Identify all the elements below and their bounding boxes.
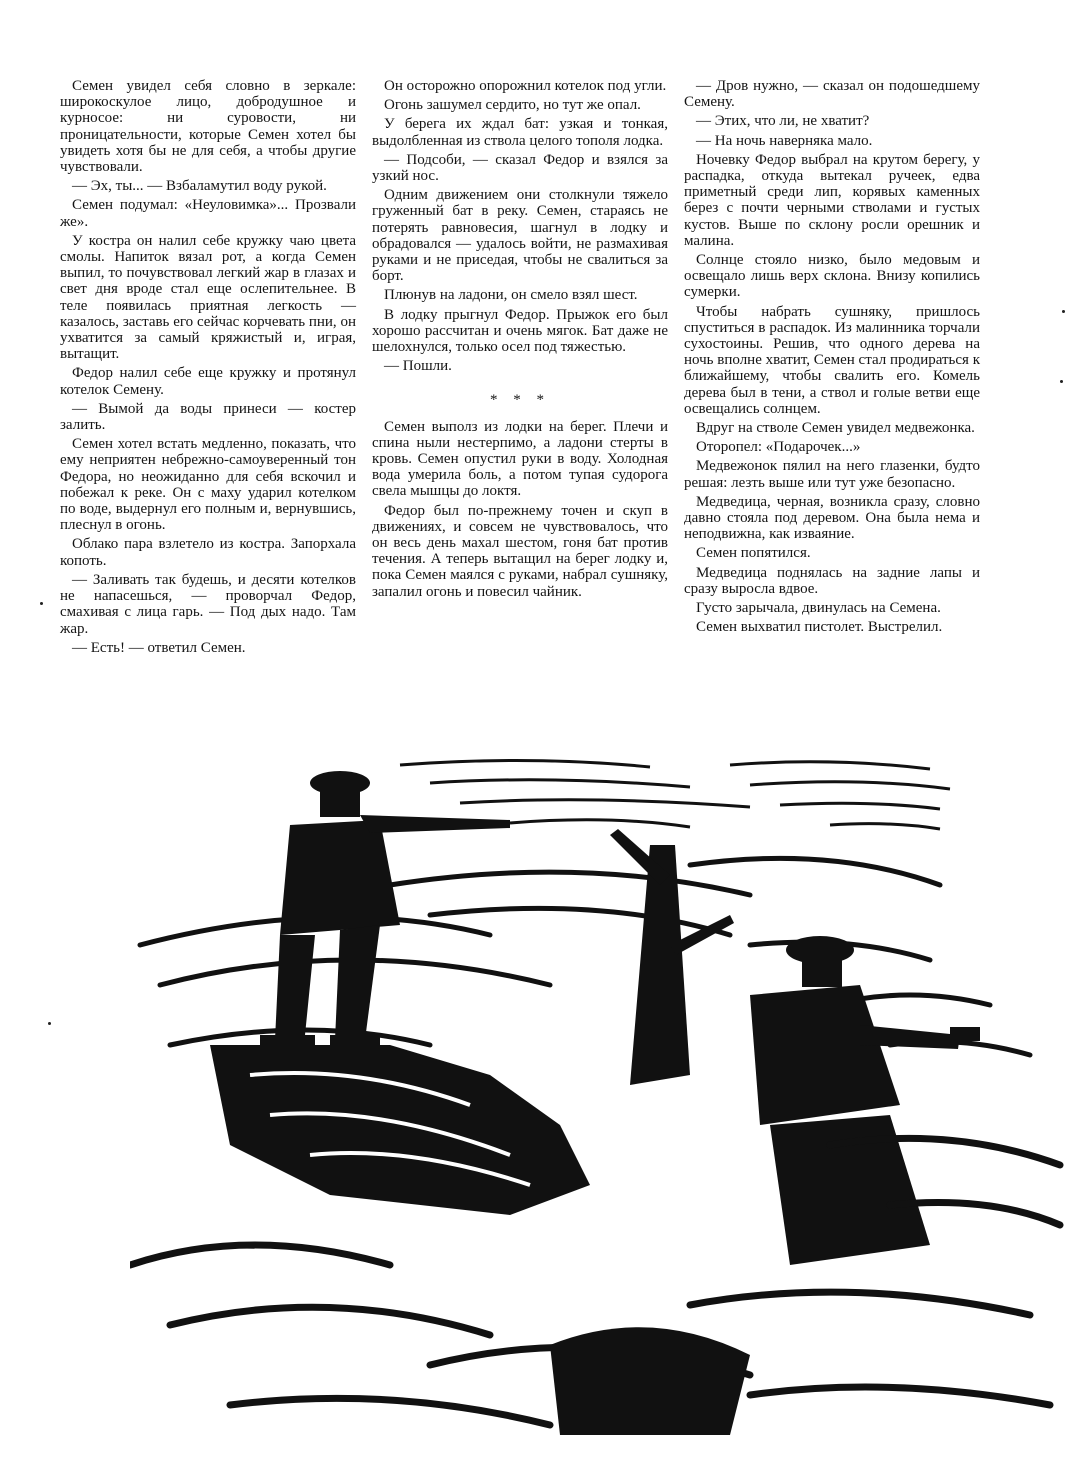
paragraph: Оторопел: «Подарочек...» <box>696 439 861 456</box>
paragraph: — Есть! — ответил Семен. <box>72 639 246 656</box>
paragraph: Плюнув на ладони, он смело взял шест. <box>384 287 638 304</box>
print-speck <box>48 1022 51 1025</box>
paragraph: Огонь зашумел сердито, но тут же опал. <box>384 97 641 114</box>
paragraph: Медведица поднялась на задние лапы и сразу выросла вдвое. <box>684 564 980 597</box>
paragraph: Семен выполз из лодки на берег. Плечи и спина ныли нестерпимо, а ладони стерты в кровь. Семен опустил руки в воду. Холодная вода умерила боль, а потом тупая судорога свела мышцы до локтя. <box>372 418 668 500</box>
paragraph: Солнце стояло низко, было медовым и освещало лишь верх склона. Внизу копились сумерки. <box>684 252 980 301</box>
text-column-3 <box>684 78 980 728</box>
paragraph: Семен попятился. <box>696 545 811 562</box>
article-text <box>60 78 980 728</box>
woodcut-illustration-hunters-icon <box>130 745 1070 1460</box>
paragraph: — Вымой да воды принеси — костер залить. <box>60 400 356 434</box>
paragraph: Семен увидел себя словно в зеркале: широкоскулое лицо, добродушное и курносое: ни суровости, ни проницательности, которые Семен хотел бы увидеть хотя бы не для себя, а чтобы другие чувствовали. <box>60 78 356 176</box>
print-speck <box>1062 310 1065 313</box>
paragraph: Вдруг на стволе Семен увидел медвежонка. <box>696 420 975 437</box>
paragraph: — Пошли. <box>384 358 452 375</box>
woodcut-illustration <box>130 745 1070 1460</box>
section-separator: * * * <box>490 392 550 409</box>
paragraph: Семен подумал: «Неуловимка»... Прозвали же». <box>60 197 356 230</box>
print-speck <box>40 602 43 605</box>
paragraph: Ночевку Федор выбрал на крутом берегу, у распадка, откуда вытекал ручеек, едва приметный среди лип, корявых каменных берез с почти черными стволами и густых кустов. Выше по склону росли орешник и малина. <box>684 151 980 249</box>
paragraph: — Дров нужно, — сказал он подошедшему Семену. <box>684 78 980 111</box>
paragraph: — Заливать так будешь, и десяти котелков не напасешься, — проворчал Федор, смахивая с лица гарь. — Под дых надо. Там жар. <box>60 571 356 637</box>
paragraph: У костра он налил себе кружку чаю цвета смолы. Напиток вязал рот, а когда Семен выпил, то почувствовал легкий жар в глазах и свет дня вроде стал еще ослепительнее. В теле появилась приятная легкость — казалось, заставь его сейчас корчевать пни, он ухватится за самый кряжистый и, играя, вытащит. <box>60 232 356 363</box>
paragraph: Федор налил себе еще кружку и протянул котелок Семену. <box>60 365 356 398</box>
paragraph: Он осторожно опорожнил котелок под угли. <box>384 78 667 94</box>
paragraph: Медведица, черная, возникла сразу, словно давно стояла под деревом. Она была нема и неподвижна, как изваяние. <box>684 493 980 543</box>
paragraph: — Эх, ты... — Взбаламутил воду рукой. <box>72 178 327 195</box>
paragraph: Чтобы набрать сушняку, пришлось спуститься в распадок. Из малинника торчали сухостоины. Решив, что одного дерева на ночь вполне хватит, Семен стал продираться к ближайшему, чтобы свалить его. Комель дерева был в тени, а ствол и голые ветви еще освещались солнцем. <box>684 303 980 417</box>
print-speck <box>1060 380 1063 383</box>
paragraph: Федор был по-прежнему точен и скуп в движениях, и совсем не чувствовалось, что он весь день махал шестом, гоня бат против течения. А теперь вытащил на берег лодку и, пока Семен маялся с руками, набрал сушняку, запалил огонь и повесил чайник. <box>372 502 668 600</box>
paragraph: Одним движением они столкнули тяжело груженный бат в реку. Семен, стараясь не потерять равновесия, шагнул в лодку и обрадовался — удалось войти, не размахивая руками и не приседая, чтобы не свалиться за борт. <box>372 187 668 285</box>
text-column-1 <box>60 78 356 728</box>
paragraph: Семен выхватил пистолет. Выстрелил. <box>696 619 943 636</box>
paragraph: В лодку прыгнул Федор. Прыжок его был хорошо рассчитан и очень мягок. Бат даже не шелохнулся, только осел под тяжестью. <box>372 306 668 356</box>
paragraph: Облако пара взлетело из костра. Запорхала копоть. <box>60 536 356 569</box>
paragraph: — На ночь наверняка мало. <box>696 132 873 149</box>
text-column-2 <box>372 78 668 728</box>
paragraph: Густо зарычала, двинулась на Семена. <box>696 600 941 617</box>
paragraph: У берега их ждал бат: узкая и тонкая, выдолбленная из ствола целого тополя лодка. <box>372 116 668 149</box>
paragraph: — Подсоби, — сказал Федор и взялся за узкий нос. <box>372 151 668 185</box>
paragraph: Семен хотел встать медленно, показать, что ему неприятен небрежно-самоуверенный тон Федора, но неожиданно для себя вскочил и побежал к реке. Он с маху ударил котелком по воде, выдернул его полным и, вернувшись, плеснул в огонь. <box>60 436 356 534</box>
paragraph: — Этих, что ли, не хватит? <box>696 113 870 130</box>
paragraph: Медвежонок пялил на него глазенки, будто решая: лезть выше или тут уже безопасно. <box>684 458 980 491</box>
